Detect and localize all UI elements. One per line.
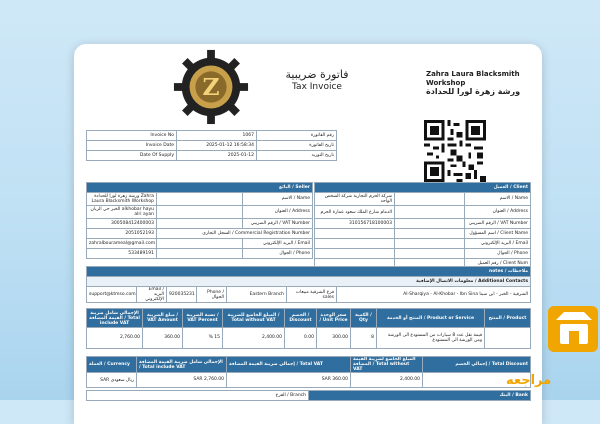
table-row (315, 239, 531, 249)
seller-phone: 533489191 (87, 249, 157, 259)
table-row (87, 249, 313, 259)
client-address: الدمام شارع الملك سعود عمارة الحرم (315, 206, 395, 219)
client-vat-label: الرقم الضريبي / VAT Number (465, 219, 531, 229)
bank-table (86, 390, 531, 401)
table-row (87, 151, 337, 161)
watermark-store-icon (542, 298, 600, 358)
branch-label: فرع الشرقية (310, 289, 334, 295)
table-row (315, 249, 531, 259)
table-row (315, 229, 531, 239)
client-phone-label: الجوال / Phone (465, 249, 531, 259)
table-row (87, 219, 313, 229)
contact-email: support@ktmso.com (87, 287, 137, 303)
sales-value: sales (322, 294, 334, 300)
qr-code-icon (424, 120, 486, 182)
sales-label: مبيعات (295, 289, 309, 295)
meta-label-ar: تاريخ التوريد (257, 151, 337, 161)
meta-value: 2025-01-12 16:58:34 (177, 141, 257, 151)
branch-value: Eastern Branch (227, 287, 287, 303)
col-qty: الكمية / Qty (351, 309, 377, 328)
contact-email-label: Email / البريد الإلكتروني (137, 287, 167, 303)
item-vat-amount: 360.00 (143, 328, 183, 349)
table-row (315, 193, 531, 206)
currency-value: SAR ريال سعودي (87, 373, 137, 388)
meta-label-en: Invoice Date (87, 141, 177, 151)
grand-total-value: SAR 2,760.00 (137, 373, 227, 388)
table-row (87, 131, 337, 141)
client-header: العميل / Client (315, 183, 531, 193)
seller-name-label: الاسم / Name (243, 193, 313, 206)
table-row (87, 206, 313, 219)
contact-phone: 920035231 (167, 287, 197, 303)
col-unit-price: سعر الوحدة / Unit Price (317, 309, 351, 328)
invoice-meta-table (86, 130, 337, 161)
totals-table (86, 356, 531, 388)
seller-table (86, 182, 313, 259)
table-row (87, 328, 531, 349)
meta-label-en: Invoice No (87, 131, 177, 141)
notes-header: notes / ملاحظات (87, 267, 531, 277)
title-english: Tax Invoice (292, 82, 342, 92)
table-row (87, 141, 337, 151)
item-qty: 8 (351, 328, 377, 349)
client-name: شركة الحرم التجارية شركة الشخص الواحد (315, 193, 395, 206)
col-product-service: المنتج أو الخدمة / Product or Service (377, 309, 485, 328)
item-product: قيمة نقل عدد 8 سيارات من المستودع الى الورشة ومن الورشة الى المستودع (377, 328, 485, 349)
company-logo-gear-icon (172, 48, 250, 126)
seller-cr: 2051052193 (87, 229, 157, 239)
meta-label-en: Date Of Supply (87, 151, 177, 161)
total-without-vat-value: 2,400.00 (351, 373, 423, 388)
col-vat-percent: نسبة الضريبة / VAT Percent (183, 309, 223, 328)
seller-address-label: العنوان / Address (243, 206, 313, 219)
client-num-label: رقم العميل / Client Num (465, 259, 531, 269)
notes-table (86, 266, 531, 303)
table-row (87, 193, 313, 206)
item-total-vat: 2,760.00 (87, 328, 143, 349)
client-contact-label: اسم المسؤول / Client Name (465, 229, 531, 239)
seller-vat: 300508412400003 (87, 219, 157, 229)
title-arabic: فاتورة ضريبية (285, 68, 349, 81)
client-email-label: البريد الإلكتروني / Email (465, 239, 531, 249)
seller-address: الخبر حي الريان alkhobar hayu alri ayan (87, 206, 157, 219)
client-name-label: الاسم / Name (465, 193, 531, 206)
item-unit-price: 300.00 (317, 328, 351, 349)
company-name-english: Zahra Laura Blacksmith Workshop (426, 70, 520, 87)
item-discount: 0.00 (285, 328, 317, 349)
client-vat: 310156718100003 (315, 219, 395, 229)
seller-email: zahralbourameal@gmail.com (87, 239, 157, 249)
total-without-vat-label: المبلغ الخاضع لضريبة القيمة المضافة / Total without VAT (351, 357, 423, 373)
grand-total-label: الإجمالي شامل ضريبة القيمة المضافة / Total include VAT (137, 357, 227, 373)
contact-phone-label: Phone / الجوال (197, 287, 227, 303)
seller-phone-label: الجوال / Phone (243, 249, 313, 259)
seller-name: ورشة زهرة لورا للحدادة Zahra Laura Blacksmith Workshop (87, 193, 157, 206)
watermark-text: مراجعه (506, 373, 552, 388)
table-row (87, 287, 531, 303)
contact-address: Al-Sharqiya - Al-Khobar - Ibn Sina الشرقية - الخبر - ابن سينا (337, 287, 531, 303)
col-product: المنتج / Product (485, 309, 531, 328)
branch-sales (287, 287, 337, 303)
contacts-header: معلومات الاتصال الإضافية / Additional Contacts (87, 277, 531, 287)
branch-label: الفرع / Branch (87, 391, 309, 401)
vat-total-label: إجمالي ضريبة القيمة المضافة / Total VAT (227, 357, 351, 373)
meta-label-ar: رقم الفاتورة (257, 131, 337, 141)
meta-value: 2025-01-12 (177, 151, 257, 161)
currency-label: العملة / Currency (87, 357, 137, 373)
col-total: المبلغ الخاضع للضريبة / Total without VAT (223, 309, 285, 328)
seller-email-label: البريد الإلكتروني / Email (243, 239, 313, 249)
vat-total-value: SAR 360.00 (227, 373, 351, 388)
client-address-label: العنوان / Address (465, 206, 531, 219)
table-row (315, 206, 531, 219)
item-total: 2,400.00 (223, 328, 285, 349)
table-row (87, 229, 313, 239)
seller-header: البائع / Seller (87, 183, 313, 193)
items-table (86, 308, 531, 349)
table-row (87, 239, 313, 249)
company-name-arabic: ورشة زهرة لورا للحدادة (426, 87, 521, 96)
col-vat-amount: مبلغ الضريبة / VAT Amount (143, 309, 183, 328)
seller-vat-label: الرقم الضريبي / VAT Number (243, 219, 313, 229)
table-row (315, 219, 531, 229)
bank-label: البنك / Bank (309, 391, 531, 401)
col-total-vat: الإجمالي شامل ضريبة القيمة المضافة / Total include VAT (87, 309, 143, 328)
meta-value: 1067 (177, 131, 257, 141)
seller-cr-label: السجل التجاري / Commercial Registration Number (157, 229, 313, 239)
discount-total-label: إجمالي الخصم / Total Discount (423, 357, 531, 373)
col-discount: الخصم / Discount (285, 309, 317, 328)
logo-letter: Z (202, 72, 220, 101)
client-table (314, 182, 531, 269)
invoice-sheet (74, 44, 542, 424)
item-vat-percent: % 15 (183, 328, 223, 349)
table-row (87, 373, 531, 388)
meta-label-ar: تاريخ الفاتورة (257, 141, 337, 151)
